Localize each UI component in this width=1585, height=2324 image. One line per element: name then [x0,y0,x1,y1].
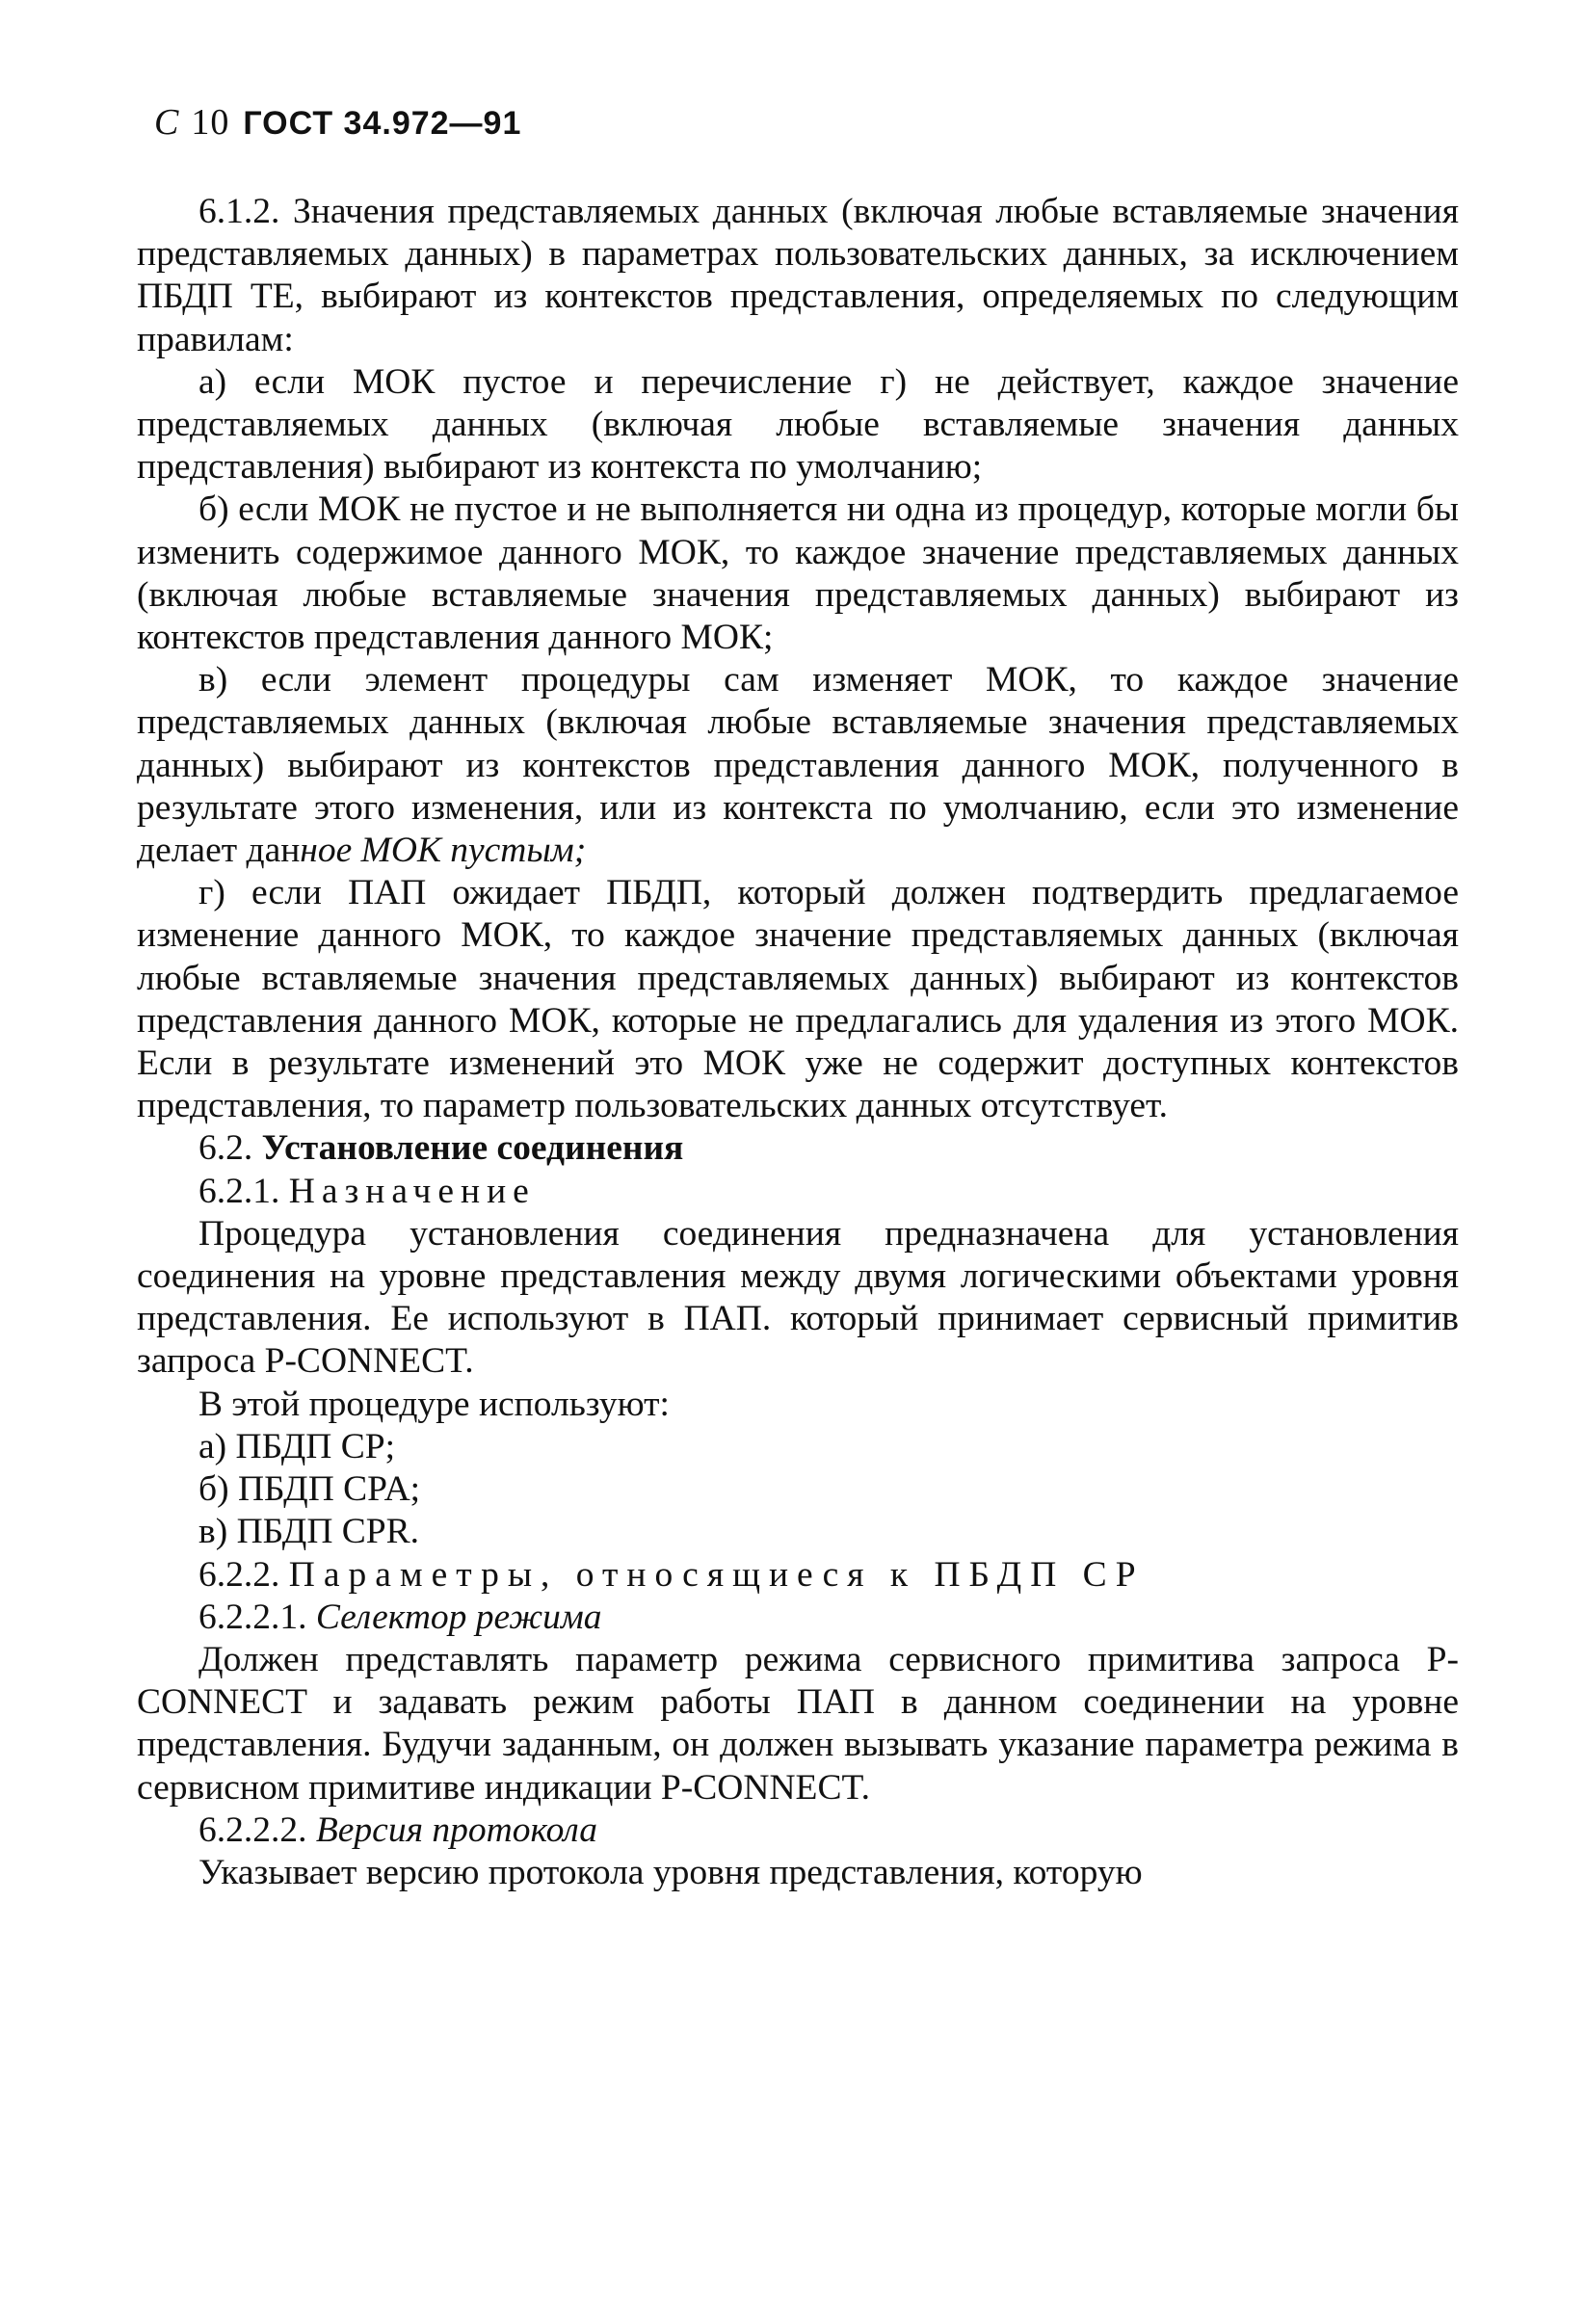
paragraph-mode-selector: Должен представлять параметр режима сервисного примитива запроса P-CONNECT и задавать режим работы ПАП в данном соединении на уровне представления. Будучи заданным, он должен вызывать указание параметра режима в сервисном примитиве индикации P-CONNECT. [137,1639,1459,1808]
section-title: Параметры, относящиеся к ПБДП СР [288,1554,1145,1595]
document-designation: ГОСТ 34.972—91 [243,105,522,142]
list-item-v-end: ное МОК пустым; [300,831,587,871]
section-number: 6.2.1. [198,1171,280,1211]
document-body [137,191,1459,1894]
list-item-b: б) если МОК не пустое и не выполняется ни одна из процедур, которые могли бы изменить содержимое данного МОК, то каждое значение представляемых данных (включая любые вставляемые значения представляемых данных) выбирают из контекстов представления данного МОК; [137,489,1459,658]
page-header [154,101,521,144]
section-title: Версия протокола [315,1809,597,1850]
section-heading-6-2-2-2 [137,1809,1459,1852]
page-number: 10 [191,102,230,143]
section-number: 6.2. [198,1128,253,1169]
uses-list-a: а) ПБДП CP; [198,1426,396,1466]
section-number: 6.2.2. [198,1554,280,1595]
paragraph-protocol-version: Указывает версию протокола уровня представления, которую [198,1852,1143,1892]
list-item-v-text: в) если элемент процедуры сам изменяет МОК, то каждое значение представляемых данных (включая любые вставляемые значения представляемых данных) выбирают из контекстов представления данного МОК, полученного в результате этого изменения, или из контекста по умолчанию, если это изменение делает дан [137,660,1459,871]
list-item-a: а) если МОК пустое и перечисление г) не действует, каждое значение представляемых данных (включая любые вставляемые значения данных представления) выбирают из контекста по умолчанию; [137,361,1459,488]
section-title: Селектор режима [315,1597,602,1637]
uses-list-v: в) ПБДП CPR. [198,1512,420,1552]
section-heading-6-2-2-1 [137,1597,1459,1639]
section-heading-6-2-2 [137,1554,1459,1597]
section-number: 6.2.2.1. [198,1597,307,1637]
paragraph-6-1-2: 6.1.2. Значения представляемых данных (включая любые вставляемые значения представляемых данных) в параметрах пользовательских данных, за исключением ПБДП TE, выбирают из контекстов представления, определяемых по следующим правилам: [137,192,1459,359]
list-item-g: г) если ПАП ожидает ПБДП, который должен подтвердить предлагаемое изменение данного МОК, то каждое значение представляемых данных (включая любые вставляемые значения представляемых данных) выбирают из контекстов представления данного МОК, которые не предлагались для удаления из этого МОК. Если в результате изменений это МОК уже не содержит доступных контекстов представления, то параметр пользовательских данных отсутствует. [137,873,1459,1126]
paragraph-uses: В этой процедуре используют: [198,1384,670,1424]
header-prefix: С [154,102,180,143]
section-heading-6-2 [137,1127,1459,1170]
paragraph-purpose: Процедура установления соединения предназначена для установления соединения на уровне представления между двумя логическими объектами уровня представления. Ее используют в ПАП. который принимает сервисный примитив запроса P-CONNECT. [137,1213,1459,1382]
section-number: 6.2.2.2. [198,1809,307,1850]
section-heading-6-2-1 [137,1171,1459,1213]
uses-list-b: б) ПБДП CPA; [198,1469,421,1510]
section-title: Назначение [288,1171,536,1211]
list-item-v [137,659,1459,872]
section-title: Установление соединения [261,1128,684,1169]
